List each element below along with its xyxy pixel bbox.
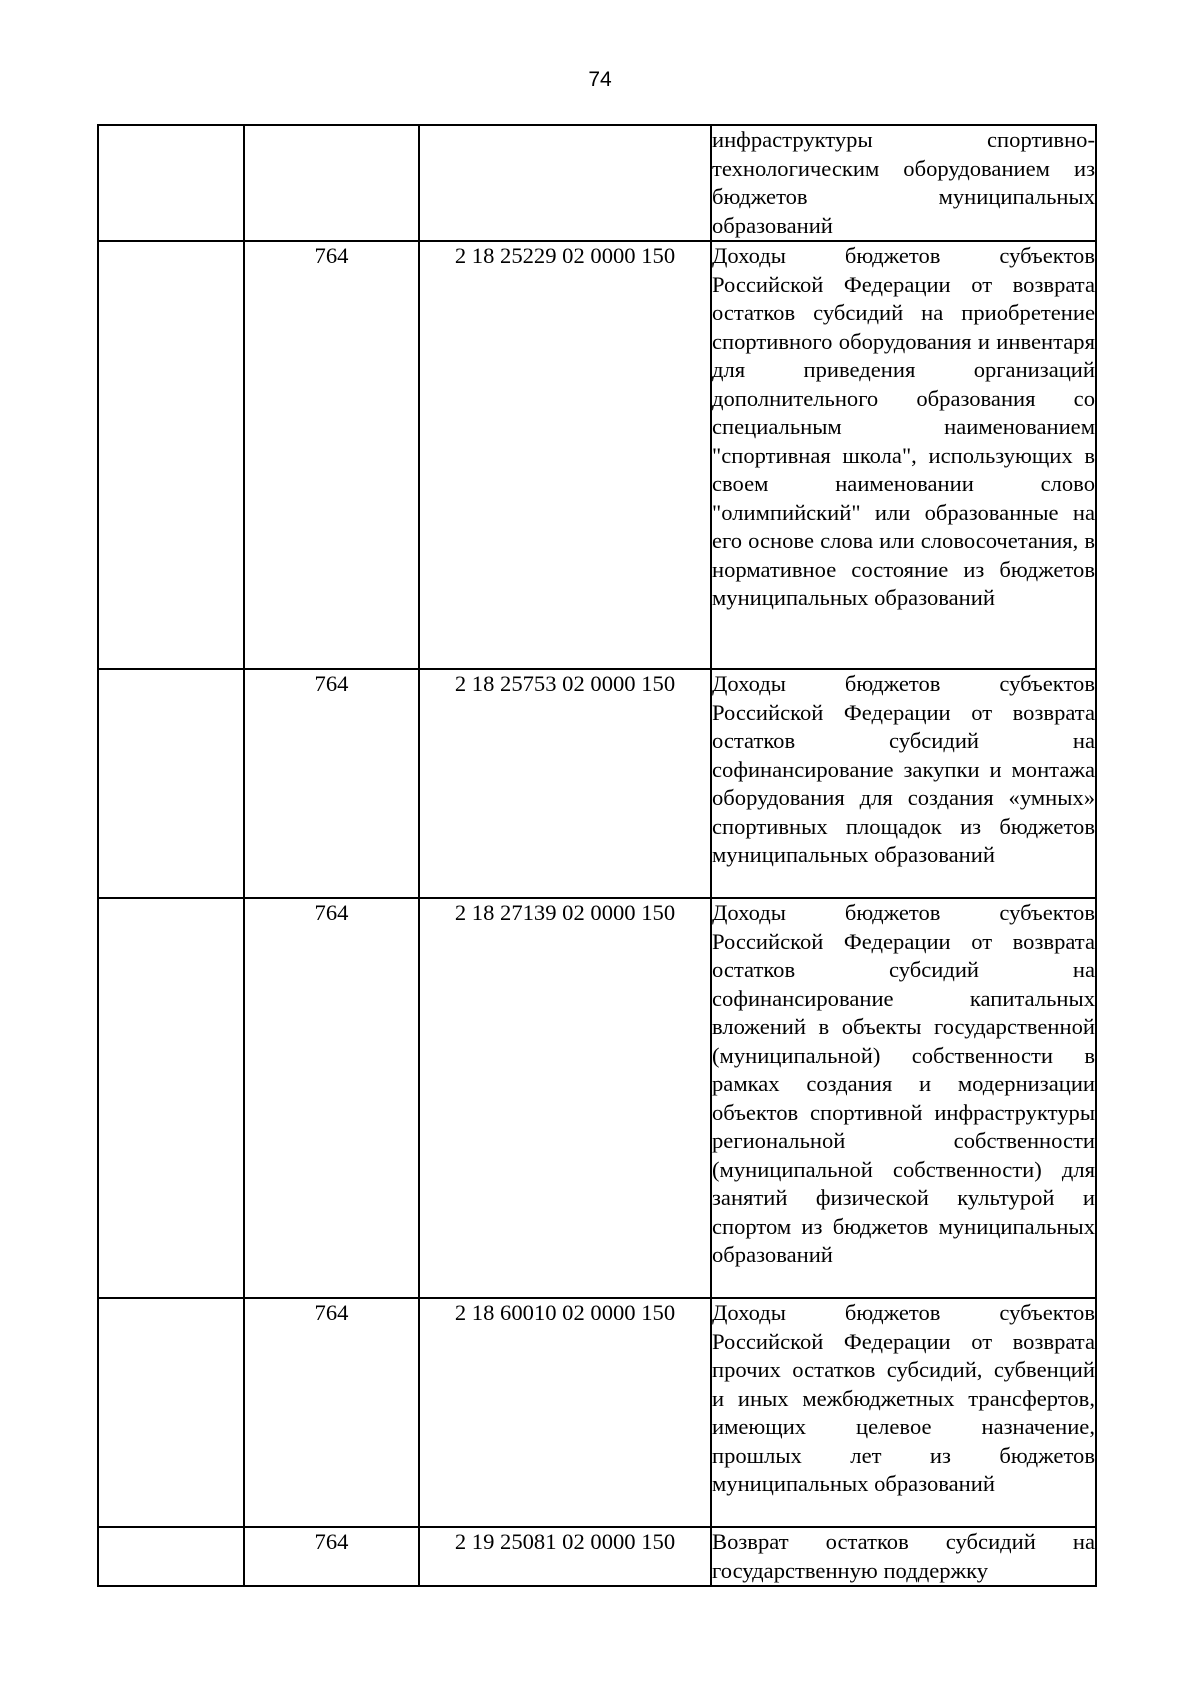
income-description-cell: инфраструктуры спортивно-технологическим оборудованием из бюджетов муниципальных образований — [711, 125, 1096, 241]
administrator-code-cell: 764 — [244, 669, 419, 898]
budget-classification-code-cell: 2 19 25081 02 0000 150 — [419, 1527, 711, 1586]
budget-classification-code-cell: 2 18 25229 02 0000 150 — [419, 241, 711, 669]
table-row — [98, 669, 1096, 898]
table-row — [98, 898, 1096, 1298]
administrator-code-cell: 764 — [244, 1527, 419, 1586]
table-row — [98, 1298, 1096, 1527]
empty-cell — [98, 1527, 244, 1586]
page-number: 74 — [588, 68, 612, 91]
income-description-cell: Доходы бюджетов субъектов Российской Федерации от возврата прочих остатков субсидий, субвенций и иных межбюджетных трансфертов, имеющих целевое назначение, прошлых лет из бюджетов муниципальных образований — [711, 1298, 1096, 1527]
income-description-cell: Доходы бюджетов субъектов Российской Федерации от возврата остатков субсидий на софинансирование закупки и монтажа оборудования для создания «умных» спортивных площадок из бюджетов муниципальных образований — [711, 669, 1096, 898]
empty-cell — [98, 241, 244, 669]
empty-cell — [98, 1298, 244, 1527]
budget-classification-code-cell: 2 18 25753 02 0000 150 — [419, 669, 711, 898]
budget-classification-code-cell — [419, 125, 711, 241]
table-row — [98, 1527, 1096, 1586]
budget-classification-code-cell: 2 18 60010 02 0000 150 — [419, 1298, 711, 1527]
table-row — [98, 241, 1096, 669]
budget-code-table — [97, 124, 1097, 1587]
administrator-code-cell: 764 — [244, 898, 419, 1298]
empty-cell — [98, 669, 244, 898]
income-description-cell: Доходы бюджетов субъектов Российской Федерации от возврата остатков субсидий на софинансирование капитальных вложений в объекты государственной (муниципальной) собственности в рамках создания и модернизации объектов спортивной инфраструктуры региональной собственности (муниципальной собственности) для занятий физической культурой и спортом из бюджетов муниципальных образований — [711, 898, 1096, 1298]
income-description-cell: Возврат остатков субсидий на государственную поддержку — [711, 1527, 1096, 1586]
administrator-code-cell: 764 — [244, 1298, 419, 1527]
empty-cell — [98, 125, 244, 241]
administrator-code-cell: 764 — [244, 241, 419, 669]
administrator-code-cell — [244, 125, 419, 241]
empty-cell — [98, 898, 244, 1298]
budget-classification-code-cell: 2 18 27139 02 0000 150 — [419, 898, 711, 1298]
table-row — [98, 125, 1096, 241]
income-description-cell: Доходы бюджетов субъектов Российской Федерации от возврата остатков субсидий на приобретение спортивного оборудования и инвентаря для приведения организаций дополнительного образования со специальным наименованием "спортивная школа", использующих в своем наименовании слово "олимпийский" или образованные на его основе слова или словосочетания, в нормативное состояние из бюджетов муниципальных образований — [711, 241, 1096, 669]
